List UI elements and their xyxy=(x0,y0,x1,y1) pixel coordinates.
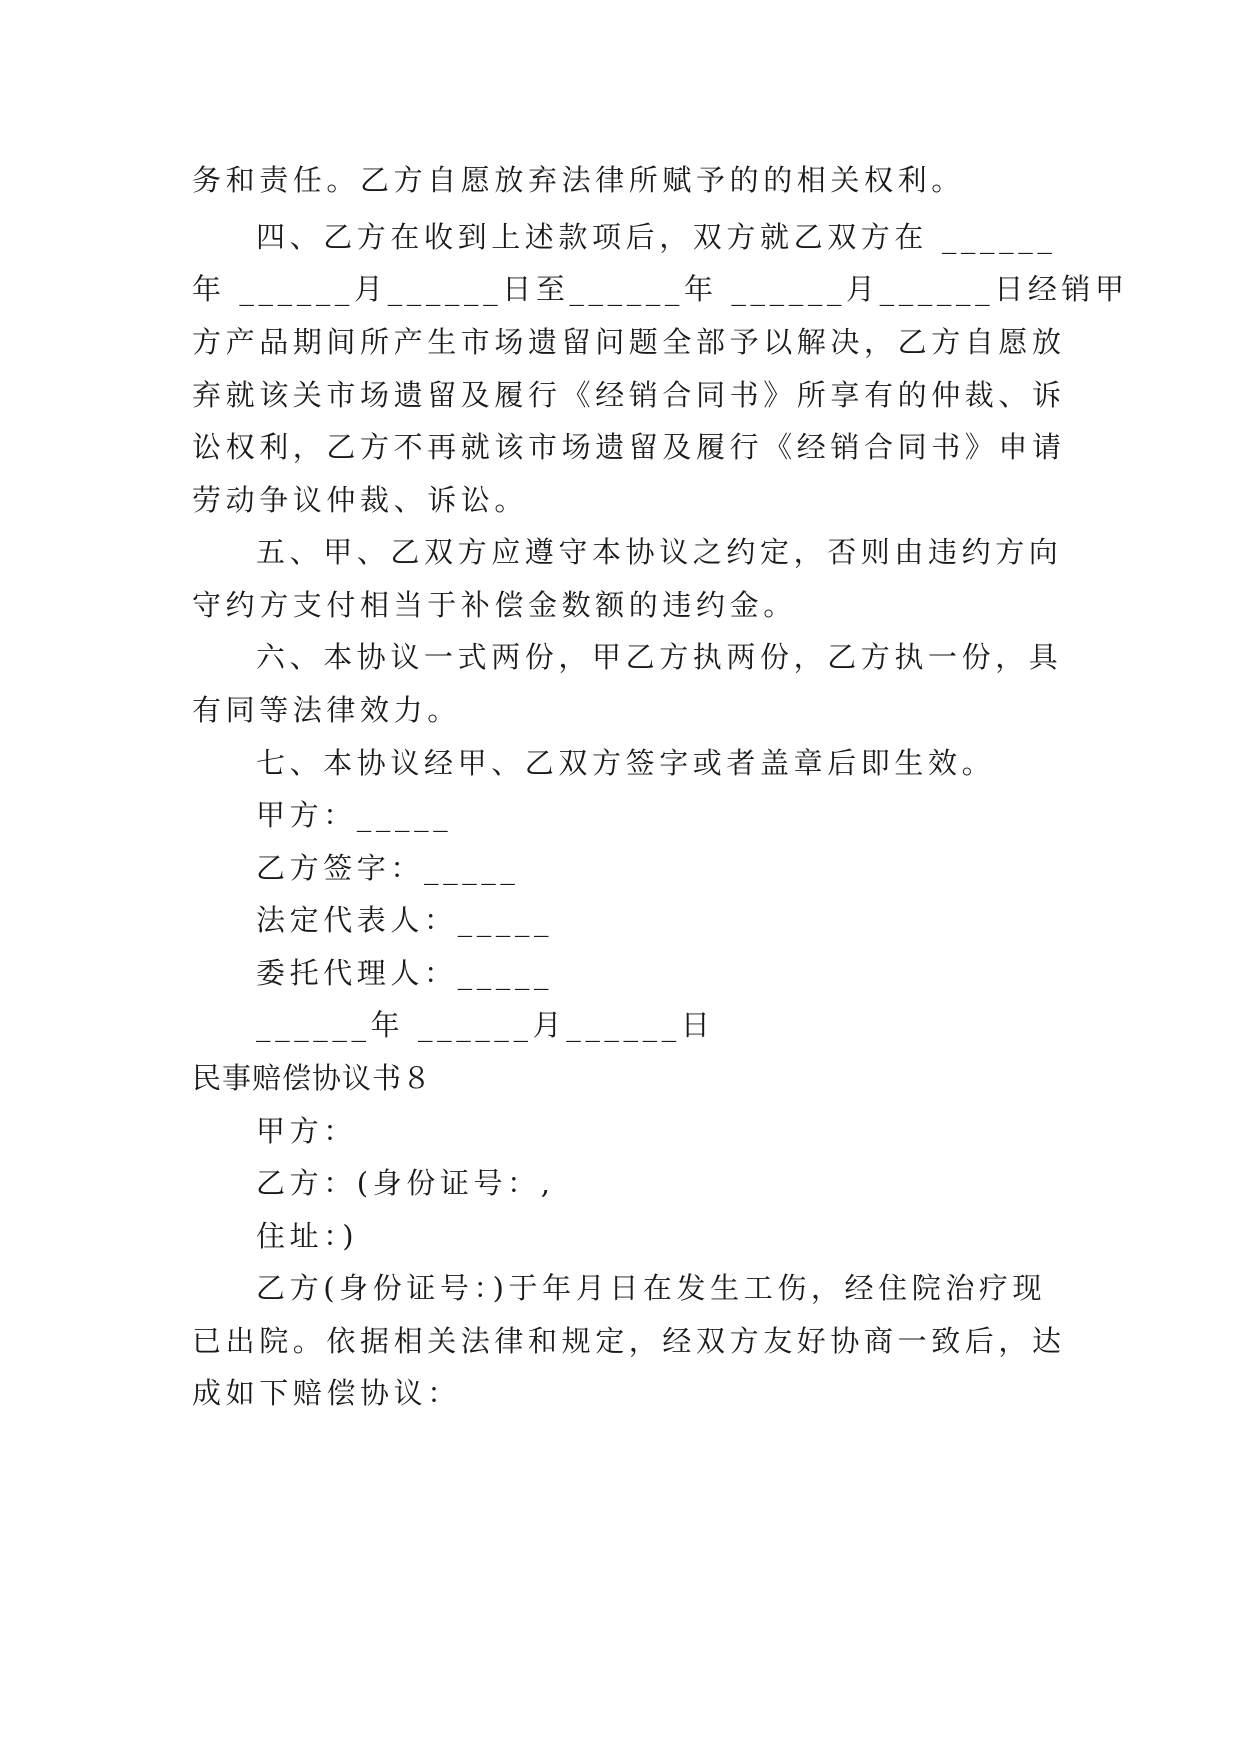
clause-six: 六、本协议一式两份，甲乙方执两份，乙方执一份，具 xyxy=(256,640,1063,674)
clause-seven: 七、本协议经甲、乙双方签字或者盖章后即生效。 xyxy=(256,746,996,780)
party-b-label: 乙方：(身份证号：, xyxy=(256,1166,555,1200)
address-label: 住址：) xyxy=(256,1219,359,1253)
authorized-agent: 委托代理人：_____ xyxy=(256,956,554,990)
section-heading: 民事赔偿协议书８ xyxy=(192,1061,433,1095)
body-text-line: 务和责任。乙方自愿放弃法律所赋予的的相关权利。 xyxy=(192,163,965,197)
signature-date: ______年 ______月______日 xyxy=(256,1008,715,1042)
body-text-line: 弃就该关市场遗留及履行《经销合同书》所享有的仲裁、诉 xyxy=(192,378,1066,412)
body-text-line: 讼权利，乙方不再就该市场遗留及履行《经销合同书》申请 xyxy=(192,430,1066,464)
party-b-signature: 乙方签字：_____ xyxy=(256,851,520,885)
body-text-line: 劳动争议仲裁、诉讼。 xyxy=(192,483,529,517)
legal-representative: 法定代表人：_____ xyxy=(256,903,554,937)
body-text-line: 年 ______月______日至______年 ______月______日经销甲 xyxy=(192,272,1129,306)
party-a-label: 甲方： xyxy=(256,1114,357,1148)
body-text-line: 成如下赔偿协议： xyxy=(192,1376,461,1410)
body-text-line: 有同等法律效力。 xyxy=(192,693,461,727)
body-text-line: 已出院。依据相关法律和规定，经双方友好协商一致后，达 xyxy=(192,1324,1066,1358)
clause-five: 五、甲、乙双方应遵守本协议之约定，否则由违约方向 xyxy=(256,535,1063,569)
clause-four: 四、乙方在收到上述款项后，双方就乙双方在 ______ xyxy=(256,220,1057,254)
party-a-signature: 甲方：_____ xyxy=(256,798,453,832)
body-text-line: 守约方支付相当于补偿金数额的违约金。 xyxy=(192,588,797,622)
body-text-line: 乙方(身份证号：)于年月日在发生工伤，经住院治疗现 xyxy=(256,1271,1047,1305)
body-text-line: 方产品期间所产生市场遗留问题全部予以解决，乙方自愿放 xyxy=(192,325,1066,359)
